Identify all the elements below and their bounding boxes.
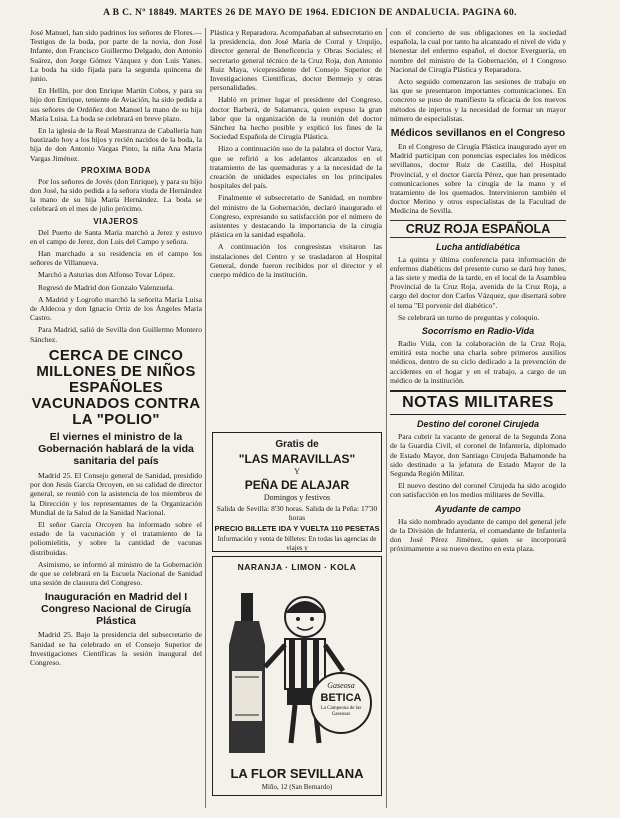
ad-domingos: Domingos y festivos [263,493,331,502]
paragraph: Para Madrid, salió de Sevilla don Guillermo Montero Sánchez. [30,325,202,344]
section-heading: NOTAS MILITARES [390,390,566,415]
section-subheading: Lucha antidiabética [435,241,521,252]
section-subheading: Destino del coronel Cirujeda [416,419,540,430]
ad-address: Miño, 12 (San Bernardo) [261,783,333,791]
section-heading: PROXIMA BODA [80,165,152,175]
ad-label-tag: La Campeona de las Gaseosas [320,706,362,717]
section-subheading: Socorrismo en Radio-Vida [421,326,535,337]
section-heading: CRUZ ROJA ESPAÑOLA [390,220,566,238]
masthead: A B C. Nº 18849. MARTES 26 DE MAYO DE 1964. EDICION DE ANDALUCIA. PAGINA 60. [103,8,517,18]
column-rule [386,28,387,808]
column-rule [205,28,206,808]
ad-gratis: Gratis de [275,439,319,450]
section-heading: VIAJEROS [93,216,139,226]
paragraph: Por los señores de Jovés (don Enrique), y para su hijo don José, ha sido pedida a la señora viuda de Hernández la mano de su hija María Hernández. La boda se celebrará en el mes de julio próximo. [30,176,202,214]
gaseosa-betica-ad [212,556,382,796]
paragraph: Regresó de Madrid don Gonzalo Valenzuela. [38,282,175,292]
paragraph: Ha sido nombrado ayudante de campo del general jefe de la División de Infantería, el comandante de Infantería don José Pérez Jiménez, quien se incorporará próximamente a su nuevo destino en esta plaza. [390,516,566,554]
paragraph: El señor García Orcoyen ha informado sobre el estado de la vacunación y el tratamiento de la poliomielitis, y sobre la cantidad de vacunas distribuidas. [30,519,202,557]
paragraph: Hizo a continuación uso de la palabra el doctor Vara, que se refirió a los adelantos alcanzados en el tratamiento de las quemaduras y a la necesidad de la creación de unidades especiales en los principales hospitales del país. [210,144,382,191]
paragraph: con el concierto de sus obligaciones en la sociedad española, la cual por tanto ha alcanzado el nivel de vida y bienestar del enfermo español, el doctor Everguería, en nombre del ministro de la Gobernación, el I Congreso Nacional de Cirugía Plástica y Reparadora. [390,28,566,74]
paragraph: Del Puerto de Santa María marchó a Jerez y estuvo en el campo de Jerez, don Luis del Campo y señora. [30,227,202,246]
ad-info: Información y venta de billetes: En todas las agencias de viajes y [217,535,377,552]
ad-flor-sevillana: LA FLOR SEVILLANA [230,766,364,781]
ad-precio: PRECIO BILLETE IDA Y VUELTA 110 PESETAS [214,524,380,533]
paragraph: Han marchado a su residencia en el campo los señores de Villanueva. [30,249,202,268]
paragraph: Para cubrir la vacante de general de la Segunda Zona de la Guardia Civil, el coronel de Infantería, diplomado de Estado Mayor, don Santiago Cirujeda Bahamonde ha sido destinado a la jefatura de Estado Mayor de la Segunda Región Militar. [390,432,566,478]
paragraph: Habló en primer lugar el presidente del Congreso, doctor Barberá, de Salamanca, quien expuso la gran labor que la organización de la reunión del doctor Sánchez ha hecho posible y explicó los fines de la Sociedad Española de Cirugía Plástica. [210,95,382,142]
headline-polio: CERCA DE CINCO MILLONES DE NIÑOS ESPAÑOLES VACUNADOS CONTRA LA "POLIO" [31,346,201,428]
bottle-icon [229,593,265,753]
ad-label-brand: Gaseosa [327,681,355,690]
paragraph: Madrid 25. El Consejo general de Sanidad, presidido por don Jesús García Orcoyen, en su calidad de director general, se reunió con la asistencia de los miembros de la Dirección y los representantes de la Organización Mundial de la Salud de la Sanidad Nacional. [30,470,202,517]
ad-maravillas: "LAS MARAVILLAS" [238,452,356,466]
column-2 [210,28,382,428]
bottle-and-cartoon-illustration [213,575,381,765]
paragraph: José Manuel, han sido padrinos los señores de Flores.—Testigos de la boda, por parte de la novia, don José Infante, don Francisco Guillermo Delgado, don Antonio Suárez, don Jorge Gómez Vázquez y don Luis Yanes. La boda ha sido fijada para la segunda quincena de junio. [30,28,202,84]
paragraph: En el Congreso de Cirugía Plástica inaugurado ayer en Madrid participan con ponencias especiales los médicos sevillanos, doctor Ruiz de Castilla, del Hospital Provincial, y el doctor García Pérez, que han presentado comunicaciones sobre la cirugía de la mano y el tratamiento de los quemados. Intervinieron también el doctor Merino y otros especialistas de la Facultad de Medicina de Sevilla. [390,142,566,216]
paragraph: Plástica y Reparadora. Acompañaban al subsecretario en la presidencia, don José María de Corral y Urquijo, director general de Beneficencia y Obras Sociales; el secretario general técnico de la Cruz Roja, don Antonio Ruiz Maya, vicepresidente del Consejo Superior de Investigaciones Científicas, doctor Bermejo y otras personalidades. [210,28,382,93]
column-1 [30,28,202,810]
column-3 [390,28,566,810]
paragraph: Se celebrará un turno de preguntas y coloquio. [398,312,540,322]
ad-y: Y [294,467,300,476]
ad-pena: PEÑA DE ALAJAR [244,478,350,492]
paragraph: Acto seguido comenzaron las sesiones de trabajo en las que se presentaron importantes comunicaciones. En concreto se puso de manifiesto la eficacia de los nuevos métodos de injertos y la necesidad de formar un mayor número de especialistas. [390,77,566,123]
paragraph: Asimismo, se informó al ministro de la Gobernación de que se celebrará en la Escuela Nacional de Sanidad una sesión de clausura del Congreso. [30,559,202,588]
subheadline: El viernes el ministro de la Gobernación hablará de la vida sanitaria del país [38,430,194,467]
paragraph: Marchó a Asturias don Alfonso Tovar López. [38,270,176,280]
ad-flavors: NARANJA · LIMON · KOLA [237,562,357,572]
bus-excursion-ad [212,432,382,552]
paragraph: En la iglesia de la Real Maestranza de Caballería han bautizado hoy a los hijos y recién nacidos de la boda, la hija de don Antonio Vargas Pinto, la niña Ana María Vargas Jiménez. [30,126,202,163]
headline-congreso: Inauguración en Madrid del I Congreso Nacional de Cirugía Plástica [41,591,191,628]
paragraph: A continuación los congresistas visitaron las instalaciones del Centro y se trasladaron al Hospital General, donde fueron recibidos por el director y el cuerpo médico de la institución. [210,242,382,280]
section-heading: Médicos sevillanos en el Congreso [390,127,566,140]
paragraph: Finalmente el subsecretario de Sanidad, en nombre del ministro de la Gobernación, declaró inaugurado el Congreso, expresando su satisfacción por el número de asistentes y destacando la importancia de la cirugía plástica en la sanidad española. [210,193,382,240]
paragraph: En Hellín, por don Enrique Martín Cobos, y para su hijo don Enrique, teniente de Aviación, ha sido pedida a sus señores de Ordóñez don Manuel la mano de su hija María Luisa. La boda se celebrará en breve plazo. [30,86,202,123]
paragraph: El nuevo destino del coronel Cirujeda ha sido acogido con satisfacción en los medios militares de Sevilla. [390,481,566,500]
paragraph: Radio Vida, con la colaboración de la Cruz Roja, emitirá esta noche una charla sobre primeros auxilios médicos, dentro de su ciclo dedicado a la prevención de accidentes en el hogar y en el trabajo, a cargo de un médico de la institución. [390,339,566,385]
ad-salidas: Salida de Sevilla: 8'30 horas. Salida de la Peña: 17'30 horas [216,504,378,522]
ad-label-name: BETICA [320,692,362,704]
paragraph: A Madrid y Logroño marchó la señorita María Luisa de Aldecoa y don Ignacio Ortiz de los Ángeles María Castro. [30,294,202,323]
paragraph: Madrid 25. Bajo la presidencia del subsecretario de Sanidad se ha celebrado en el Consejo Superior de Investigaciones Científicas la sesión inaugural del Congreso. [30,630,202,667]
paragraph: La quinta y última conferencia para información de enfermos diabéticos del presente curso se dará hoy lunes, a las siete y media de la tarde, en el local de la Asamblea Provincial de la Cruz Roja, avenida de la Cruz Roja, a cargo del doctor don Carlos Vázquez, que disertará sobre el tema "El porvenir del diabético". [390,254,566,310]
section-subheading: Ayudante de campo [435,503,521,514]
